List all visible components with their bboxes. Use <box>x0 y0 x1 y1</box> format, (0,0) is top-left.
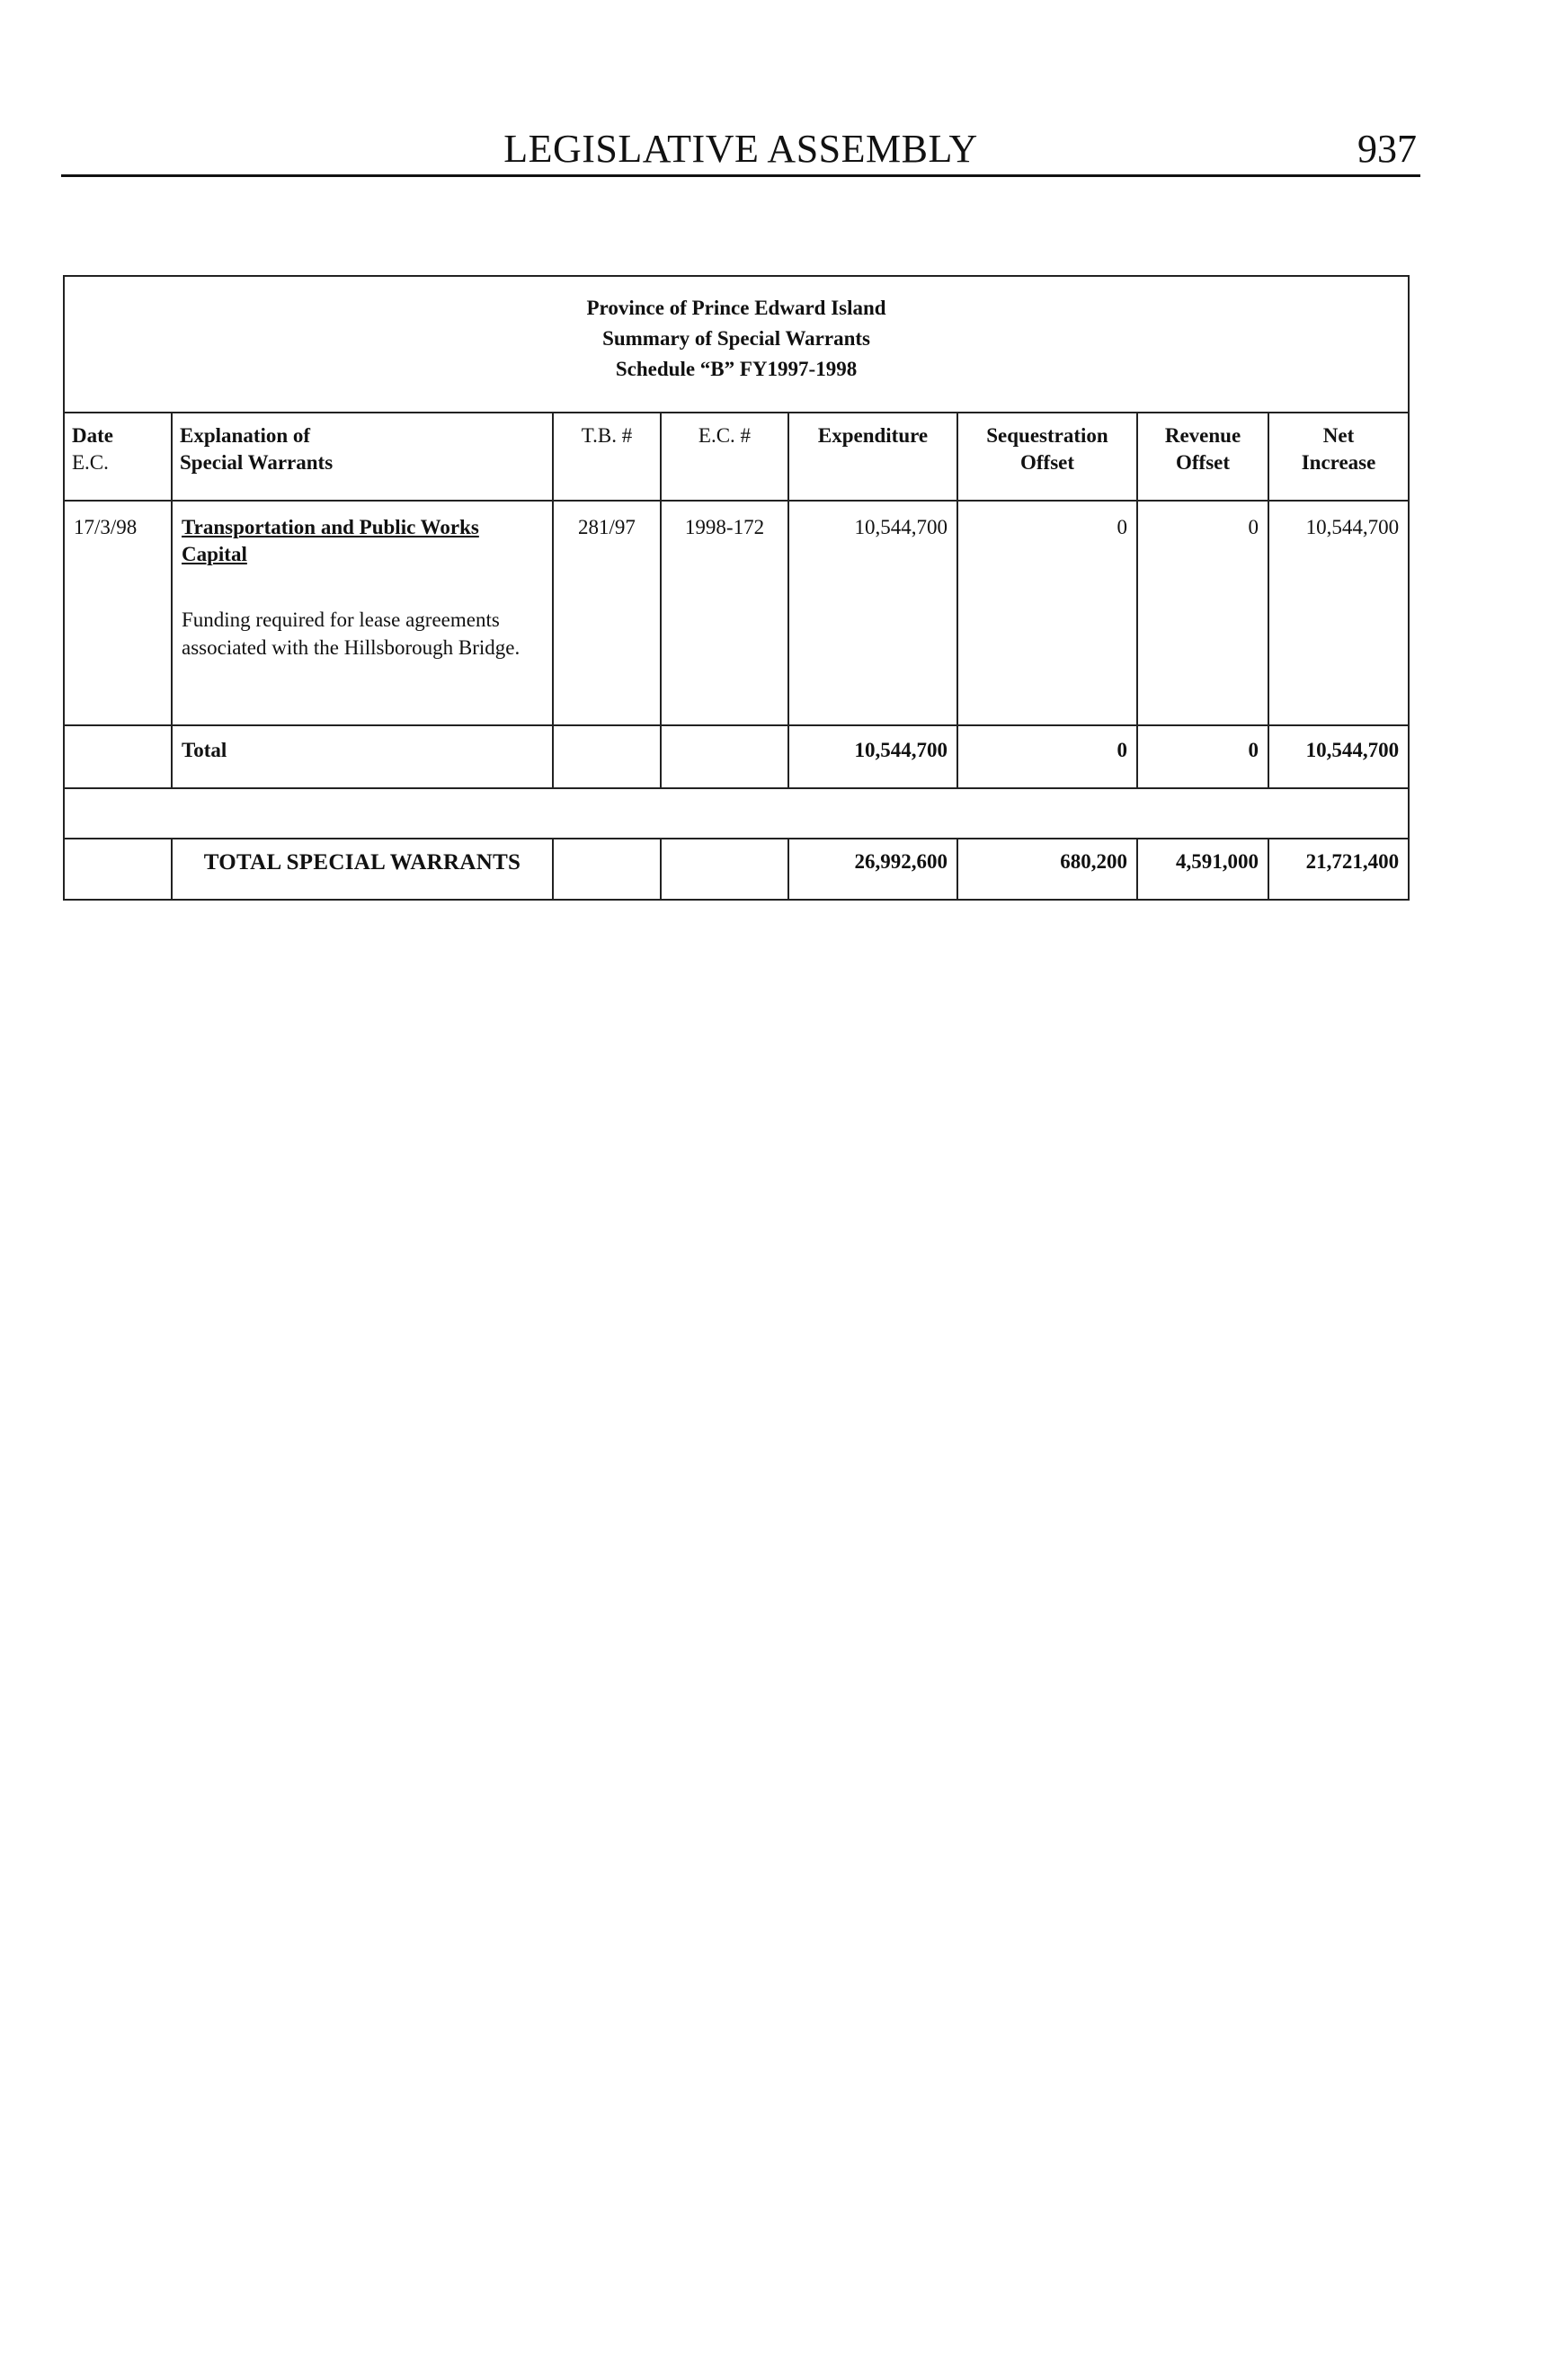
header-net-line2: Increase <box>1301 451 1376 474</box>
grand-empty-tb <box>553 839 661 900</box>
row-ec: 1998-172 <box>661 501 788 725</box>
header-expenditure <box>788 413 957 501</box>
caption-province: Province of Prince Edward Island <box>586 297 886 319</box>
header-explanation <box>172 413 553 501</box>
page-header <box>61 122 1420 177</box>
grand-empty-ec <box>661 839 788 900</box>
total-revenue: 0 <box>1137 725 1268 788</box>
total-empty-date <box>64 725 172 788</box>
header-date-line2: E.C. <box>72 451 109 474</box>
grand-total-net: 21,721,400 <box>1268 839 1409 900</box>
row-revenue: 0 <box>1137 501 1268 725</box>
spacer-row <box>64 788 1409 839</box>
caption-summary: Summary of Special Warrants <box>602 327 870 350</box>
row-net: 10,544,700 <box>1268 501 1409 725</box>
row-date: 17/3/98 <box>64 501 172 725</box>
header-net-line1: Net <box>1322 424 1355 447</box>
header-row <box>64 413 1409 501</box>
header-explanation-line2: Special Warrants <box>180 451 334 474</box>
header-ec-label: E.C. # <box>698 424 752 447</box>
header-revenue-line2: Offset <box>1175 451 1231 474</box>
total-row <box>64 725 1409 788</box>
header-ec <box>661 413 788 501</box>
row-explanation <box>172 501 553 725</box>
table-caption <box>64 276 1409 413</box>
total-net: 10,544,700 <box>1268 725 1409 788</box>
row-description: Funding required for lease agreements associated with the Hillsborough Bridge. <box>182 608 520 659</box>
spacer-cell <box>64 788 1409 839</box>
grand-total-revenue: 4,591,000 <box>1137 839 1268 900</box>
row-tb: 281/97 <box>553 501 661 725</box>
total-empty-ec <box>661 725 788 788</box>
row-sequestration: 0 <box>957 501 1137 725</box>
page-number: 937 <box>1357 127 1417 171</box>
header-expenditure-label: Expenditure <box>817 424 929 447</box>
grand-total-sequestration: 680,200 <box>957 839 1137 900</box>
total-label: Total <box>172 725 553 788</box>
header-tb <box>553 413 661 501</box>
header-sequestration <box>957 413 1137 501</box>
total-sequestration: 0 <box>957 725 1137 788</box>
header-date-line1: Date <box>72 424 113 447</box>
grand-total-row <box>64 839 1409 900</box>
grand-total-label <box>172 839 553 900</box>
grand-total-expenditure: 26,992,600 <box>788 839 957 900</box>
special-warrants-table <box>63 275 1410 901</box>
header-explanation-line1: Explanation of <box>180 424 311 447</box>
caption-schedule: Schedule “B” FY1997-1998 <box>615 358 858 380</box>
running-title: LEGISLATIVE ASSEMBLY <box>503 127 978 171</box>
header-tb-label: T.B. # <box>581 424 633 447</box>
row-department: Transportation and Public Works Capital <box>182 516 479 565</box>
total-expenditure: 10,544,700 <box>788 725 957 788</box>
header-date <box>64 413 172 501</box>
header-revenue-line1: Revenue <box>1164 424 1241 447</box>
caption-row <box>64 276 1409 413</box>
row-expenditure: 10,544,700 <box>788 501 957 725</box>
header-sequestration-line2: Offset <box>1019 451 1075 474</box>
header-net <box>1268 413 1409 501</box>
grand-total-label-text: TOTAL SPECIAL WARRANTS <box>203 850 521 875</box>
grand-empty-date <box>64 839 172 900</box>
header-revenue <box>1137 413 1268 501</box>
table-row <box>64 501 1409 725</box>
total-empty-tb <box>553 725 661 788</box>
header-sequestration-line1: Sequestration <box>986 424 1108 447</box>
